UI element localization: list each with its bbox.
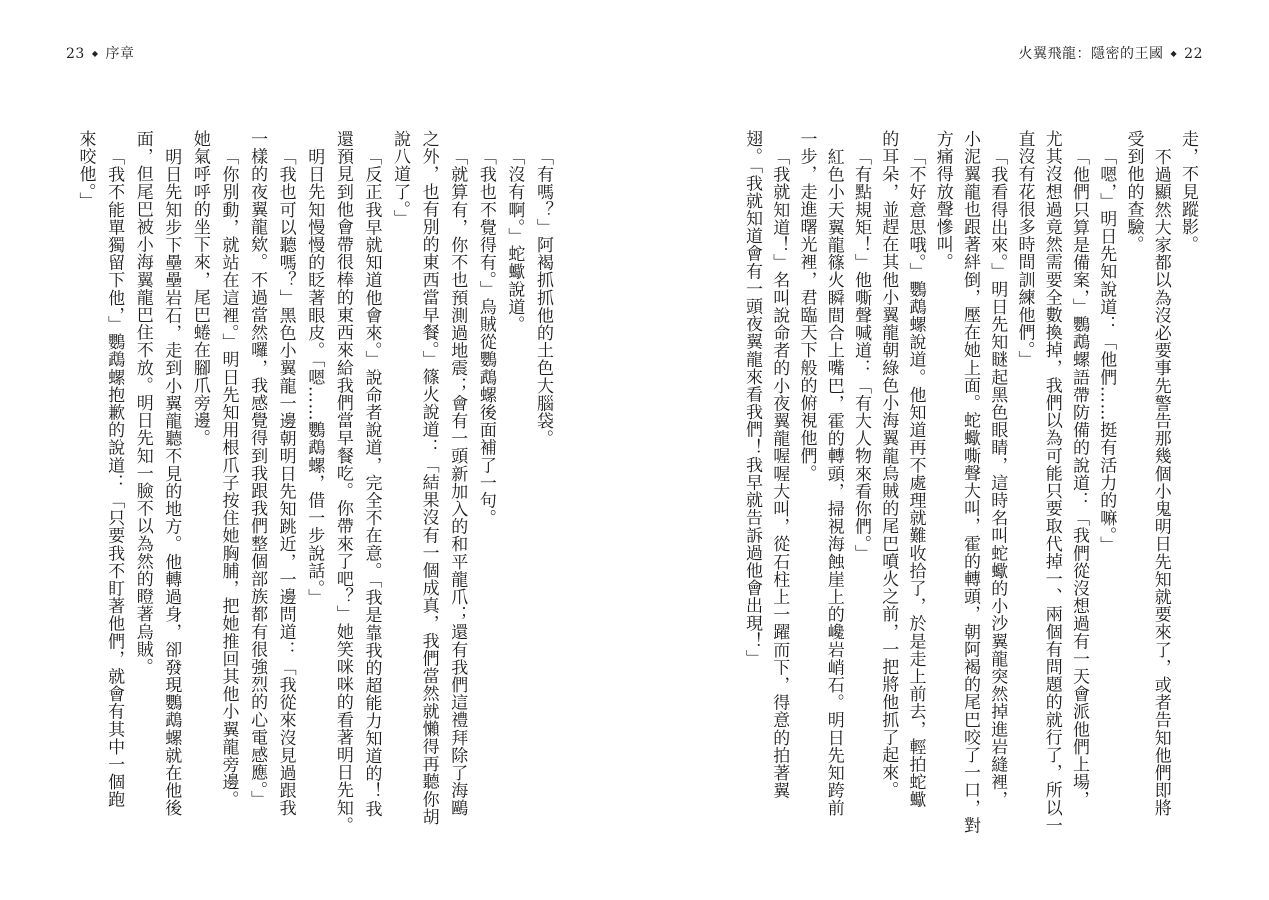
- text-column: 「嗯，」明日先知說道：「他們……挺有活力的嘛。」: [1096, 147, 1117, 553]
- text-column: 「我看得出來。」明日先知瞇起黑色眼睛，這時名叫蛇蠍的小沙翼龍突然掉進岩縫裡，: [987, 147, 1008, 808]
- right-page: [634, 0, 1269, 900]
- text-column: 的耳朵，並趕在其他小翼龍朝綠色小海翼龍烏賊的尾巴噴火之前，一把將他抓了起來。: [878, 130, 899, 799]
- chapter-title: 序章: [105, 46, 135, 62]
- book-title: 火翼飛龍：隱密的王國: [1018, 46, 1164, 62]
- text-column: 「我就知道！」名叫說命者的小夜翼龍喔喔大叫，從石柱上一躍而下，得意的拍著翼: [769, 147, 790, 799]
- text-column: 「你別動，就站在這裡。」明日先知用根爪子按住她胸脯，把她推回其他小翼龍旁邊。: [218, 147, 239, 808]
- text-column: 一樣的夜翼龍欸。不過當然囉，我感覺得到我跟我們整個部族都有很強烈的心電感應。」: [247, 130, 268, 808]
- text-column: 「我也不覺得有。」烏賊從鸚鵡螺後面補了一句。: [475, 147, 496, 527]
- text-column: 受到他的查驗。: [1123, 130, 1144, 254]
- text-column: 說八道了。」: [390, 130, 411, 228]
- text-column: 明日先知慢慢的眨著眼皮。「嗯……鸚鵡螺，借一步說話。」: [304, 147, 325, 606]
- header-separator: ◆: [91, 49, 99, 58]
- page-number: 22: [1184, 46, 1203, 62]
- page-number: 23: [66, 46, 85, 62]
- text-column: 方痛得放聲慘叫。: [932, 130, 953, 271]
- text-block: [741, 130, 1199, 870]
- text-column: 「我不能單獨留下他，」鸚鵡螺抱歉的說道：「只要我不盯著他們，就會有其中一個跑: [104, 147, 125, 808]
- text-column: 「有嗎？」阿褐抓抓他的土色大腦袋。: [533, 147, 553, 447]
- text-column: 翅。「我就知道會有一頭夜翼龍來看我們！我早就告訴過他會出現！」: [742, 130, 762, 668]
- running-header: [1019, 46, 1203, 62]
- text-column: 「不好意思哦。」鸚鵡螺說道。他知道再不處理就難收拾了，於是走上前去，輕拍蛇蠍: [905, 147, 926, 808]
- text-column: 「他們只算是備案，」鸚鵡螺語帶防備的說道：「我們從沒想過有一天會派他們上場，: [1069, 147, 1089, 808]
- text-column: 走，不見蹤影。: [1178, 130, 1198, 254]
- running-header: [66, 46, 134, 62]
- text-column: 她氣呼呼的坐下來，尾巴蜷在腳爪旁邊。: [189, 130, 210, 447]
- text-column: 「反正我早就知道他會來。」說命者說道，完全不在意。「我是靠我的超能力知道的！我: [361, 147, 382, 817]
- text-column: 還預見到他會帶很棒的東西來給我們當早餐吃。你帶來了吧？」她笑咪咪的看著明日先知。: [332, 130, 353, 834]
- text-column: 直沒有花很多時間訓練他們。」: [1014, 130, 1035, 368]
- text-column: 「沒有啊。」蛇蠍說道。: [504, 147, 525, 333]
- text-column: 「有點規矩！」他嘶聲喊道：「有大人物來看你們。」: [851, 147, 871, 562]
- header-separator: ◆: [1170, 49, 1178, 58]
- text-column: 之外，也有別的東西當早餐。」篠火說道：「結果沒有一個成真，我們當然就懶得再聽你胡: [418, 130, 439, 826]
- text-column: 明日先知步下壘壘岩石，走到小翼龍聽不見的地方。他轉過身，卻發現鸚鵡螺就在他後: [161, 147, 182, 817]
- text-column: 「就算有，你不也預測過地震；會有一頭新加入的和平龍爪；還有我們這禮拜除了海鷗: [447, 147, 468, 817]
- text-column: 面，但尾巴被小海翼龍巴住不放。明日先知一臉不以為然的瞪著烏賊。: [132, 130, 153, 676]
- text-column: 不過顯然大家都以為沒必要事先警告那幾個小鬼明日先知就要來了，或者告知他們即將: [1150, 147, 1171, 817]
- text-column: 紅色小天翼龍篠火瞬間合上嘴巴，霍的轉頭，掃視海蝕崖上的巉岩峭石。明日先知跨前: [823, 147, 844, 817]
- text-column: 小泥翼龍也跟著絆倒，壓在她上面。蛇蠍嘶聲大叫，霍的轉頭，朝阿褐的尾巴咬了一口，對: [960, 130, 980, 834]
- text-block: [75, 130, 555, 870]
- text-column: 來咬他。」: [75, 130, 96, 210]
- text-column: 尤其沒想過竟然需要全數換掉，我們以為可能只要取代掉一、兩個有問題的就行了，所以一: [1041, 130, 1062, 834]
- left-page: [0, 0, 634, 900]
- text-column: 一步，走進曙光裡，君臨天下般的俯視他們。: [796, 130, 817, 482]
- text-column: 「我也可以聽嗎？」黑色小翼龍一邊朝明日先知跳近，一邊問道：「我從來沒見過跟我: [275, 147, 296, 817]
